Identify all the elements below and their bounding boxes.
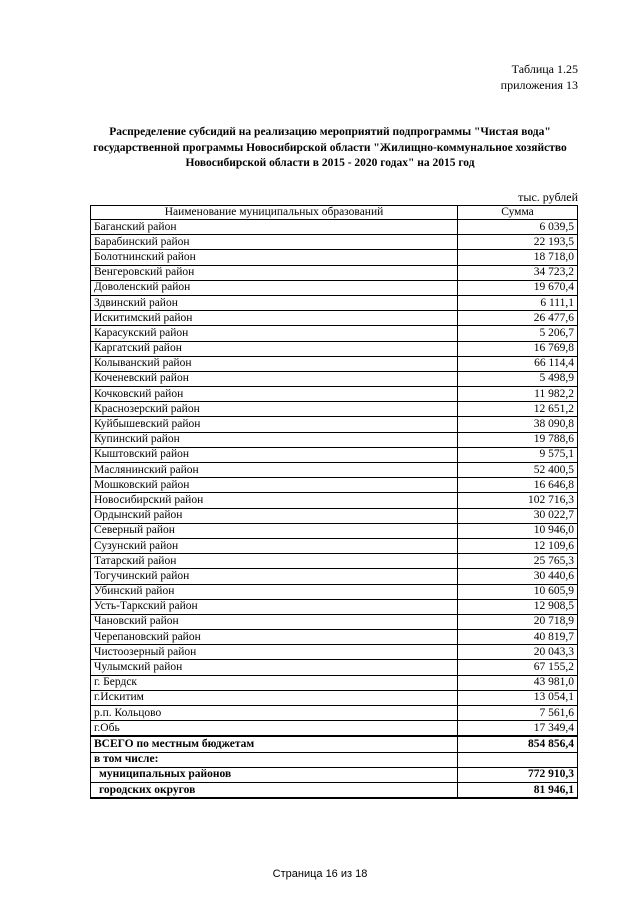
table-row (91, 721, 578, 737)
municipality-name: Усть-Таркский район (91, 599, 458, 614)
subsidy-amount: 40 819,7 (458, 630, 578, 645)
table-row (91, 645, 578, 660)
municipality-name: Здвинский район (91, 295, 458, 310)
municipality-name: Мошковский район (91, 478, 458, 493)
table-number-label: Таблица 1.25 (511, 62, 578, 76)
table-row (91, 630, 578, 645)
municipality-name: Кыштовский район (91, 447, 458, 462)
municipality-name: Колыванский район (91, 356, 458, 371)
table-row (91, 569, 578, 584)
table-row (91, 584, 578, 599)
table-row (91, 432, 578, 447)
total-value: 854 856,4 (458, 736, 578, 752)
municipality-name: Маслянинский район (91, 463, 458, 478)
subsidy-amount: 67 155,2 (458, 660, 578, 675)
table-row (91, 295, 578, 310)
column-header-name: Наименование муниципальных образований (91, 206, 458, 220)
column-header-sum: Сумма (458, 206, 578, 220)
municipality-name: Куйбышевский район (91, 417, 458, 432)
table-row (91, 387, 578, 402)
table-row (91, 311, 578, 326)
municipality-name: Карасукский район (91, 326, 458, 341)
document-title: Распределение субсидий на реализацию мероприятий подпрограммы "Чистая вода" государственной программы Новосибирской области "Жилищно-коммунальное хозяйство Новосибирской области в 2015 - 2020 годах" на 2015 год (93, 126, 567, 169)
municipality-name: Новосибирский район (91, 493, 458, 508)
subsidy-amount: 66 114,4 (458, 356, 578, 371)
subtotal-label: муниципальных районов (91, 767, 458, 782)
table-row (91, 326, 578, 341)
table-row (91, 478, 578, 493)
subsidy-amount: 12 651,2 (458, 402, 578, 417)
subsidy-amount: 5 498,9 (458, 371, 578, 386)
subsidy-amount: 30 440,6 (458, 569, 578, 584)
table-row (91, 402, 578, 417)
including-row (91, 752, 578, 767)
municipality-name: г.Искитим (91, 690, 458, 705)
subsidy-amount: 18 718,0 (458, 250, 578, 265)
municipality-name: Тогучинский район (91, 569, 458, 584)
table-row (91, 341, 578, 356)
subsidy-amount: 6 111,1 (458, 295, 578, 310)
municipality-name: Каргатский район (91, 341, 458, 356)
subtotal-value: 772 910,3 (458, 767, 578, 782)
table-row (91, 523, 578, 538)
subsidy-amount: 52 400,5 (458, 463, 578, 478)
municipality-name: г.Обь (91, 721, 458, 737)
municipality-name: Сузунский район (91, 538, 458, 553)
including-value (458, 752, 578, 767)
municipality-name: Баганский район (91, 220, 458, 235)
table-row (91, 614, 578, 629)
units-label: тыс. рублей (518, 190, 578, 204)
subtotal-row-city-districts (91, 782, 578, 798)
municipality-name: Северный район (91, 523, 458, 538)
subsidy-amount: 10 946,0 (458, 523, 578, 538)
subsidy-amount: 16 769,8 (458, 341, 578, 356)
municipality-name: Чулымский район (91, 660, 458, 675)
subsidy-amount: 16 646,8 (458, 478, 578, 493)
table-row (91, 250, 578, 265)
subsidy-amount: 26 477,6 (458, 311, 578, 326)
municipality-name: Барабинский район (91, 235, 458, 250)
municipality-name: Доволенский район (91, 280, 458, 295)
table-row (91, 356, 578, 371)
table-row (91, 220, 578, 235)
municipality-name: р.п. Кольцово (91, 706, 458, 721)
municipality-name: Венгеровский район (91, 265, 458, 280)
table-body (91, 220, 578, 737)
municipality-name: Татарский район (91, 554, 458, 569)
table-row (91, 417, 578, 432)
including-label: в том числе: (91, 752, 458, 767)
municipality-name: Убинский район (91, 584, 458, 599)
municipality-name: Кочковский район (91, 387, 458, 402)
subsidy-amount: 38 090,8 (458, 417, 578, 432)
table-row (91, 280, 578, 295)
subsidy-amount: 20 718,9 (458, 614, 578, 629)
appendix-label: приложения 13 (500, 78, 578, 92)
subtotal-value: 81 946,1 (458, 782, 578, 798)
municipality-name: Купинский район (91, 432, 458, 447)
subsidy-amount: 19 670,4 (458, 280, 578, 295)
subtotal-label: городских округов (91, 782, 458, 798)
total-row (91, 736, 578, 752)
municipality-name: Болотнинский район (91, 250, 458, 265)
table-row (91, 675, 578, 690)
total-label: ВСЕГО по местным бюджетам (91, 736, 458, 752)
table-row (91, 538, 578, 553)
subsidy-table (90, 205, 578, 799)
subsidy-amount: 17 349,4 (458, 721, 578, 737)
municipality-name: г. Бердск (91, 675, 458, 690)
table-row (91, 508, 578, 523)
subsidy-amount: 9 575,1 (458, 447, 578, 462)
subsidy-amount: 22 193,5 (458, 235, 578, 250)
municipality-name: Чистоозерный район (91, 645, 458, 660)
subtotal-row-districts (91, 767, 578, 782)
subsidy-amount: 102 716,3 (458, 493, 578, 508)
municipality-name: Чановский район (91, 614, 458, 629)
municipality-name: Коченевский район (91, 371, 458, 386)
page-number-footer: Страница 16 из 18 (272, 868, 368, 880)
table-row (91, 706, 578, 721)
table-row (91, 690, 578, 705)
table-row (91, 235, 578, 250)
subsidy-amount: 30 022,7 (458, 508, 578, 523)
subsidy-amount: 6 039,5 (458, 220, 578, 235)
table-row (91, 265, 578, 280)
table-row (91, 554, 578, 569)
municipality-name: Ордынский район (91, 508, 458, 523)
municipality-name: Черепановский район (91, 630, 458, 645)
table-row (91, 447, 578, 462)
subsidy-amount: 43 981,0 (458, 675, 578, 690)
table-totals (91, 736, 578, 798)
table-header-row (91, 206, 578, 220)
table-row (91, 463, 578, 478)
municipality-name: Краснозерский район (91, 402, 458, 417)
subsidy-amount: 10 605,9 (458, 584, 578, 599)
table-row (91, 371, 578, 386)
subsidy-amount: 19 788,6 (458, 432, 578, 447)
municipality-name: Искитимский район (91, 311, 458, 326)
table-row (91, 660, 578, 675)
subsidy-amount: 20 043,3 (458, 645, 578, 660)
subsidy-amount: 7 561,6 (458, 706, 578, 721)
subsidy-amount: 34 723,2 (458, 265, 578, 280)
subsidy-amount: 11 982,2 (458, 387, 578, 402)
table-row (91, 493, 578, 508)
table-row (91, 599, 578, 614)
subsidy-amount: 25 765,3 (458, 554, 578, 569)
subsidy-amount: 13 054,1 (458, 690, 578, 705)
subsidy-amount: 5 206,7 (458, 326, 578, 341)
subsidy-amount: 12 109,6 (458, 538, 578, 553)
subsidy-amount: 12 908,5 (458, 599, 578, 614)
